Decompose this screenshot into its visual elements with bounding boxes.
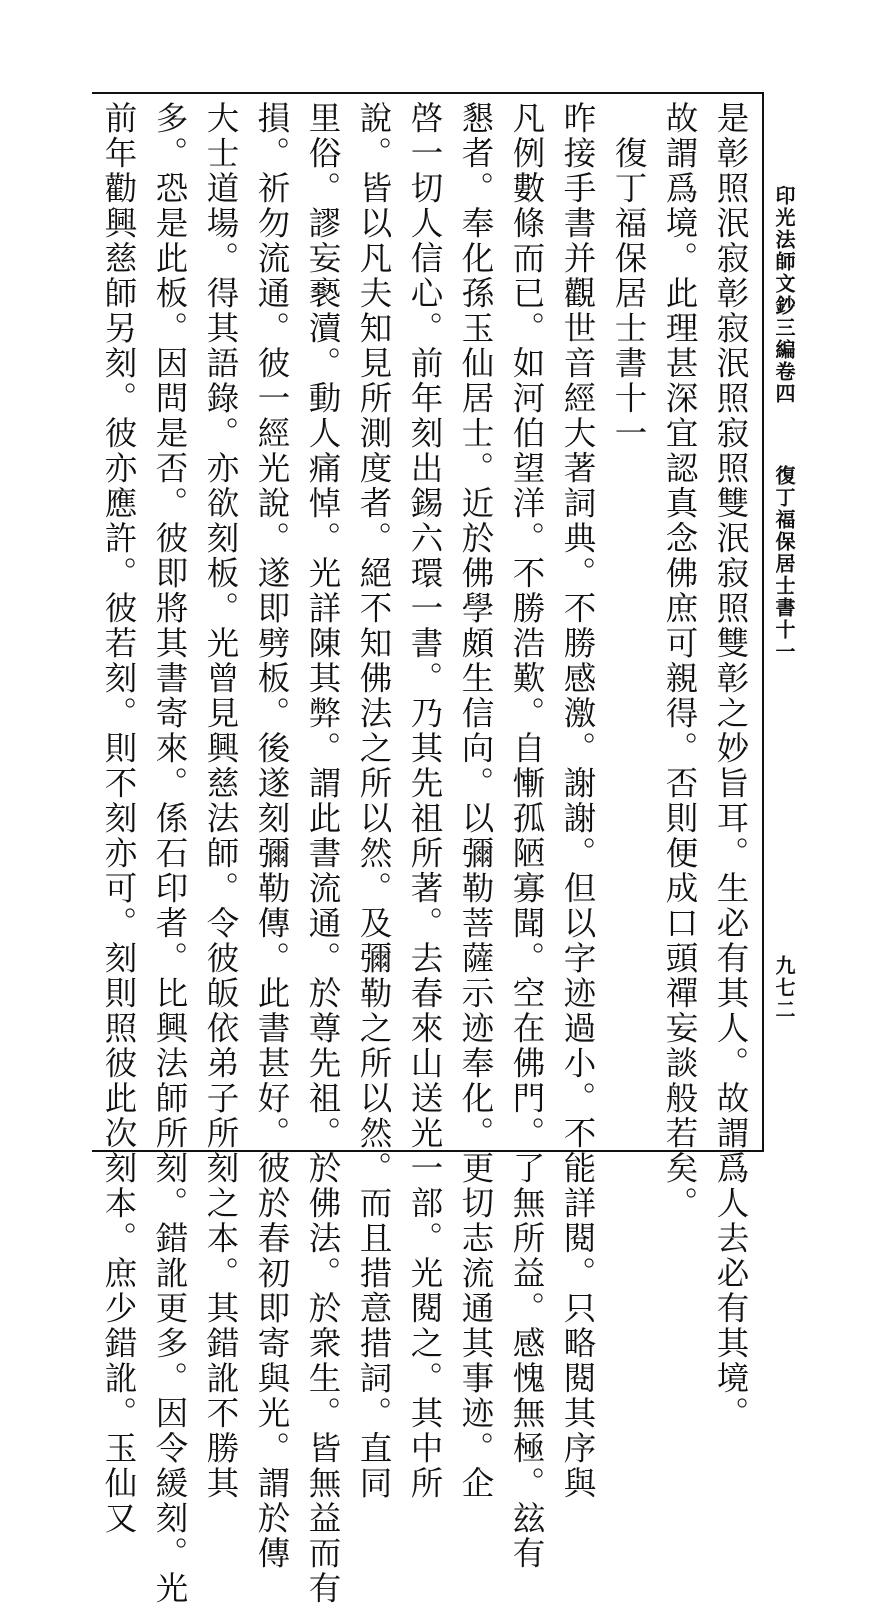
text-column-8: 說。皆以凡夫知見所測度者。絕不知佛法之所以然。及彌勒之所以然。而且措意措詞。直同 <box>355 101 393 1501</box>
section-title: 復丁福保居士書十一 <box>772 465 796 663</box>
text-column-5: 凡例數條而已。如河伯望洋。不勝浩歎。自慚孤陋寡聞。空在佛門。了無所益。感愧無極。玆有 <box>508 101 546 1571</box>
text-column-12: 多。恐是此板。因問是否。彼即將其書寄來。係石印者。比興法師所刻。錯訛更多。因令緩刻。光 <box>151 101 189 1606</box>
page-number: 九七二 <box>772 955 796 1021</box>
frame-top-rule <box>92 92 762 94</box>
text-column-10: 損。祈勿流通。彼一經光說。遂即劈板。後遂刻彌勒傳。此書甚好。彼於春初即寄與光。謂於傳 <box>253 101 291 1571</box>
letter-heading: 復丁福保居士書十一 <box>610 101 648 451</box>
text-column-13: 前年勸興慈師另刻。彼亦應許。彼若刻。則不刻亦可。刻則照彼此次刻本。庶少錯訛。玉仙又 <box>100 101 138 1536</box>
frame-right-rule <box>762 92 764 1152</box>
text-column-6: 懇者。奉化孫玉仙居士。近於佛學頗生信向。以彌勒菩薩示迹奉化。更切志流通其事迹。企 <box>457 101 495 1501</box>
text-column-4: 昨接手書并觀世音經大著詞典。不勝感激。謝謝。但以字迹過小。不能詳閱。只略閱其序與 <box>559 101 597 1501</box>
book-title: 印光法師文鈔三編卷四 <box>772 185 796 405</box>
text-column-9: 里俗。謬妄褻瀆。動人痛悼。光詳陳其弊。謂此書流通。於尊先祖。於佛法。於衆生。皆無益而有 <box>304 101 342 1606</box>
text-column-11: 大士道場。得其語錄。亦欲刻板。光曾見興慈法師。令彼皈依弟子所刻之本。其錯訛不勝其 <box>202 101 240 1501</box>
text-column-7: 啓一切人信心。前年刻出錫六環一書。乃其先祖所著。去春來山送光一部。光閱之。其中所 <box>406 101 444 1501</box>
text-column-1: 是彰照泯寂彰寂泯照寂照雙泯寂照雙彰之妙旨耳。生必有其人。故謂爲人去必有其境。 <box>712 101 750 1431</box>
text-column-2: 故謂爲境。此理甚深宜認真念佛庶可親得。否則便成口頭禪妄談般若矣。 <box>661 101 699 1221</box>
